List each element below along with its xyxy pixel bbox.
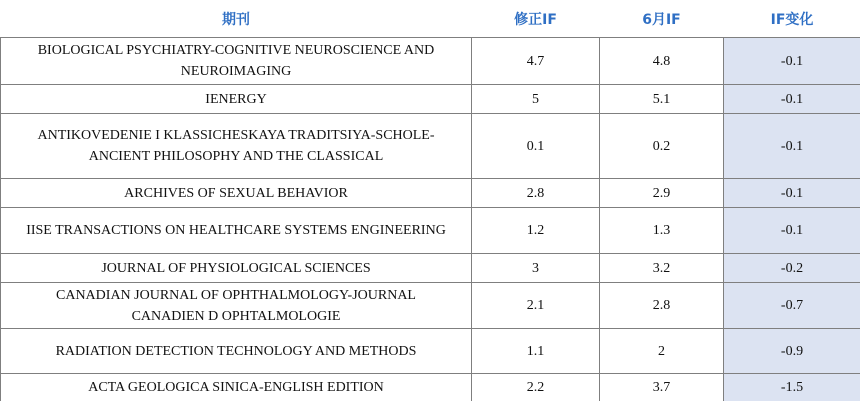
table-row (1, 179, 860, 208)
revised-if-value: 1.1 (472, 329, 600, 374)
journal-name: ANTIKOVEDENIE I KLASSICHESKAYA TRADITSIYA-SCHOLE-ANCIENT PHILOSOPHY AND THE CLASSICAL (1, 114, 472, 179)
revised-if-value: 2.8 (472, 179, 600, 208)
journal-name: ACTA GEOLOGICA SINICA-ENGLISH EDITION (1, 374, 472, 401)
june-if-value: 2 (600, 329, 724, 374)
revised-if-value: 3 (472, 254, 600, 283)
june-if-value: 1.3 (600, 208, 724, 254)
journal-name: ARCHIVES OF SEXUAL BEHAVIOR (1, 179, 472, 208)
journal-name: JOURNAL OF PHYSIOLOGICAL SCIENCES (1, 254, 472, 283)
june-if-value: 4.8 (600, 38, 724, 85)
table-row (1, 114, 860, 179)
table-row (1, 85, 860, 114)
if-change-value: -0.1 (724, 85, 860, 114)
revised-if-value: 2.2 (472, 374, 600, 401)
journal-name: RADIATION DETECTION TECHNOLOGY AND METHODS (1, 329, 472, 374)
table-row (1, 329, 860, 374)
june-if-value: 2.8 (600, 283, 724, 329)
if-change-value: -1.5 (724, 374, 860, 401)
journal-name: IENERGY (1, 85, 472, 114)
june-if-value: 2.9 (600, 179, 724, 208)
if-change-value: -0.7 (724, 283, 860, 329)
revised-if-value: 1.2 (472, 208, 600, 254)
if-change-value: -0.9 (724, 329, 860, 374)
if-change-value: -0.2 (724, 254, 860, 283)
revised-if-value: 5 (472, 85, 600, 114)
june-if-value: 3.2 (600, 254, 724, 283)
june-if-value: 0.2 (600, 114, 724, 179)
journal-name: IISE TRANSACTIONS ON HEALTHCARE SYSTEMS ENGINEERING (1, 208, 472, 254)
revised-if-value: 0.1 (472, 114, 600, 179)
if-change-value: -0.1 (724, 38, 860, 85)
journal-name: BIOLOGICAL PSYCHIATRY-COGNITIVE NEUROSCIENCE AND NEUROIMAGING (1, 38, 472, 85)
revised-if-value: 2.1 (472, 283, 600, 329)
if-change-value: -0.1 (724, 208, 860, 254)
header-journal: 期刊 (1, 0, 472, 38)
header-june-if: 6月IF (600, 0, 724, 38)
header-row (1, 0, 860, 38)
if-change-value: -0.1 (724, 114, 860, 179)
june-if-value: 3.7 (600, 374, 724, 401)
header-revised-if: 修正IF (472, 0, 600, 38)
june-if-value: 5.1 (600, 85, 724, 114)
table-row (1, 374, 860, 401)
table-row (1, 283, 860, 329)
table-row (1, 254, 860, 283)
journal-name: CANADIAN JOURNAL OF OPHTHALMOLOGY-JOURNAL CANADIEN D OPHTALMOLOGIE (1, 283, 472, 329)
table-row (1, 208, 860, 254)
revised-if-value: 4.7 (472, 38, 600, 85)
header-if-change: IF变化 (724, 0, 860, 38)
if-change-value: -0.1 (724, 179, 860, 208)
table-row (1, 38, 860, 85)
